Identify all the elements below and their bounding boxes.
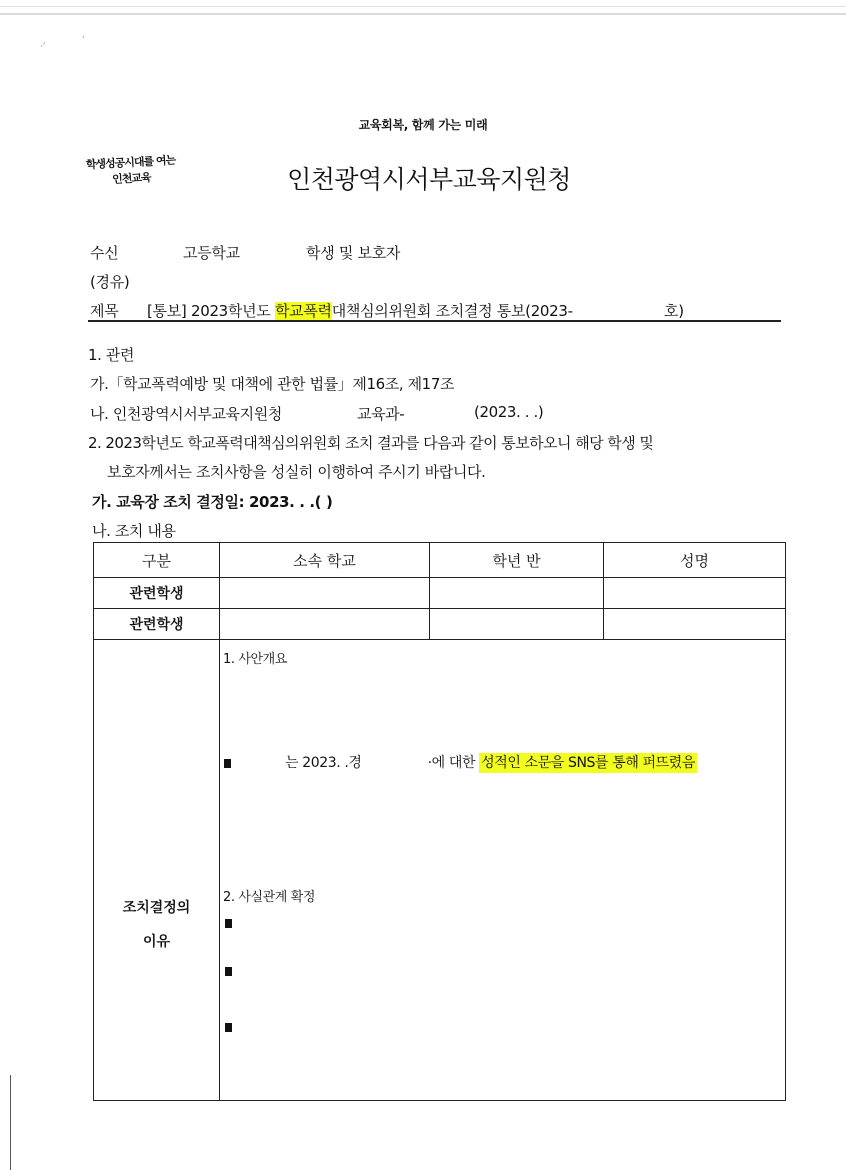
section-1-title: 1. 관련 [88,346,135,364]
row-school [220,578,430,609]
scan-top-border [0,6,846,15]
bullet-square-icon [225,1023,232,1032]
section-1-item-b-dept: 교육과- [357,405,405,423]
facts-title: 2. 사실관계 확정 [223,890,316,905]
bullet-square-icon [225,919,232,928]
measures-title: 나. 조치 내용 [92,522,176,540]
overview-title: 1. 사안개요 [223,652,287,667]
facts-bullet [225,916,232,931]
recipient-target: 학생 및 보호자 [306,244,401,262]
subject-suffix: 대책심의위원회 조치결정 통보(2023- [331,302,573,320]
overview-text [224,752,697,772]
row-category: 관련학생 [94,578,220,609]
reason-row [94,640,786,1101]
subject-highlight: 학교폭력 [274,302,332,320]
subject-divider [88,320,781,322]
bullet-square-icon [224,759,231,768]
table-header-row [94,543,786,578]
organization-title: 인천광역시서부교육지원청 [287,165,571,194]
via-label: (경유) [90,273,130,291]
recipient-school: 고등학교 [183,244,240,262]
header-category: 구분 [94,543,220,578]
bullet-square-icon [225,967,232,976]
section-2-line-2: 보호자께서는 조치사항을 성실히 이행하여 주시기 바랍니다. [107,463,486,481]
header-grade-class: 학년 반 [430,543,604,578]
section-1-item-a: 가.「학교폭력예방 및 대책에 관한 법률」제16조, 제17조 [90,375,455,393]
scan-speck: ˑ [82,34,86,44]
reason-label-line-1: 조치결정의 [122,900,191,916]
reason-label-line-2: 이유 [142,934,171,950]
measures-table [93,542,786,1101]
subject [147,300,573,321]
subject-label: 제목 [90,302,119,320]
recipient-label: 수신 [90,244,119,262]
reason-label [94,640,220,1101]
row-name [604,609,786,640]
overview-text-b: ·에 대한 [427,755,480,771]
scan-left-edge [10,1075,11,1170]
slogan: 교육회복, 함께 가는 미래 [358,118,488,132]
table-row [94,609,786,640]
logo-line-2: 인천교육 [111,170,151,186]
facts-bullet [225,964,232,979]
scan-speck: ·ˈ [40,42,46,52]
row-category: 관련학생 [94,609,220,640]
section-1-item-b-date: (2023. . .) [474,403,544,421]
table-row [94,578,786,609]
header-name: 성명 [604,543,786,578]
reason-body [220,640,786,1101]
subject-prefix: [통보] 2023학년도 [147,302,275,320]
section-1-item-b-org: 나. 인천광역시서부교육지원청 [90,405,282,423]
section-2-line-1: 2. 2023학년도 학교폭력대책심의위원회 조치 결과를 다음과 같이 통보하오니 해당 학생 및 [88,434,654,452]
overview-text-a: 는 2023. .경 [285,755,362,771]
row-grade-class [430,609,604,640]
decision-date: 가. 교육장 조치 결정일: 2023. . .( ) [92,493,333,511]
row-name [604,578,786,609]
logo-line-1: 학생성공시대를 여는 [85,153,176,172]
row-grade-class [430,578,604,609]
subject-end: 호) [664,302,684,320]
header-school: 소속 학교 [220,543,430,578]
row-school [220,609,430,640]
overview-highlight: 성적인 소문을 SNS를 통해 퍼뜨렸음 [481,755,695,771]
facts-bullet [225,1020,232,1035]
